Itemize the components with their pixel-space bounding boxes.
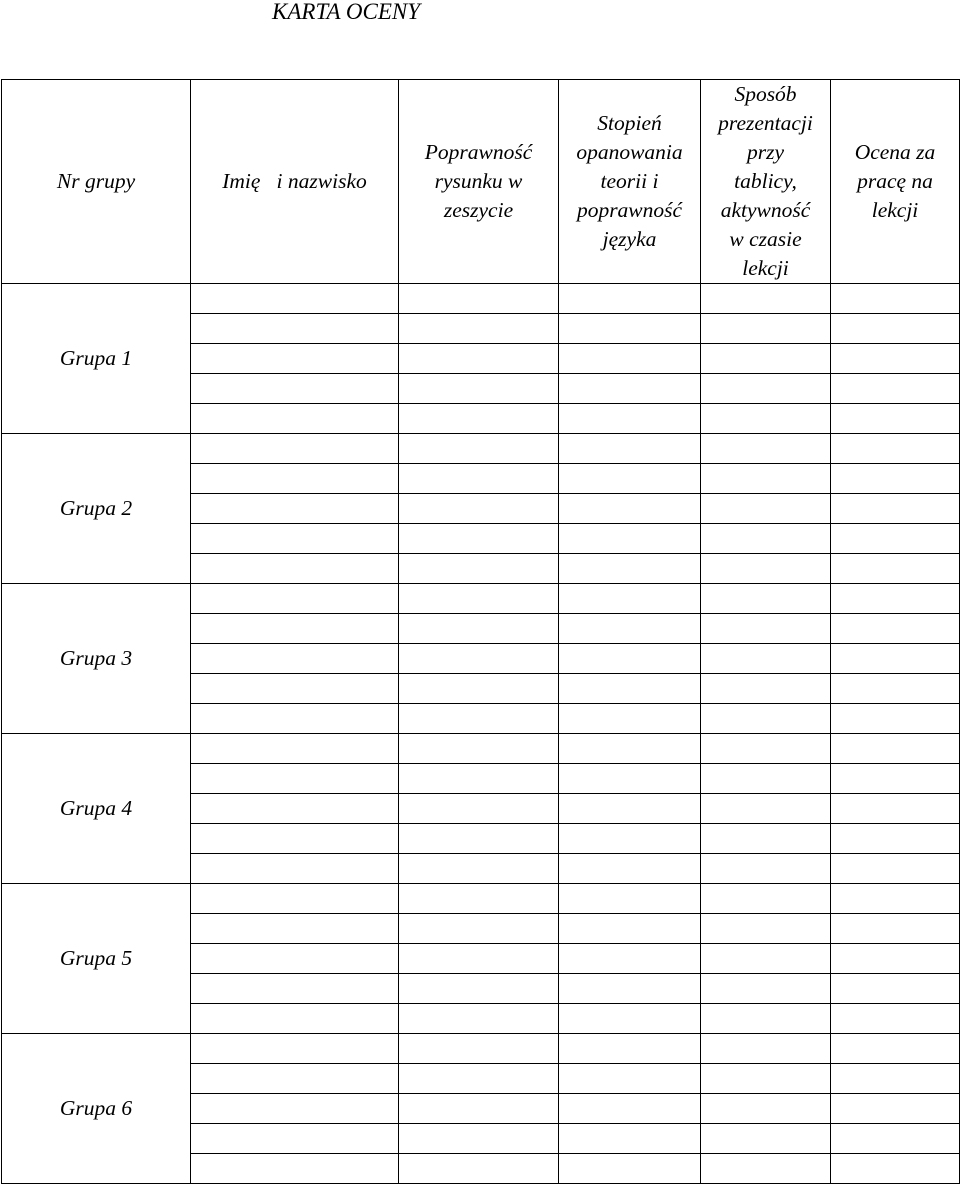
theory-cell[interactable] <box>559 314 701 344</box>
header-grade: Ocena za pracę na lekcji <box>831 80 960 284</box>
grade-cell[interactable] <box>831 884 960 914</box>
grade-cell[interactable] <box>831 1094 960 1124</box>
name-cell[interactable] <box>191 374 399 404</box>
drawing-cell[interactable] <box>399 434 559 464</box>
drawing-cell[interactable] <box>399 824 559 854</box>
grade-cell[interactable] <box>831 1154 960 1184</box>
drawing-cell[interactable] <box>399 1094 559 1124</box>
grade-cell[interactable] <box>831 374 960 404</box>
presentation-cell[interactable] <box>701 1154 831 1184</box>
presentation-cell[interactable] <box>701 434 831 464</box>
name-cell[interactable] <box>191 494 399 524</box>
presentation-cell[interactable] <box>701 494 831 524</box>
theory-cell[interactable] <box>559 374 701 404</box>
drawing-cell[interactable] <box>399 1154 559 1184</box>
theory-cell[interactable] <box>559 884 701 914</box>
name-cell[interactable] <box>191 944 399 974</box>
name-cell[interactable] <box>191 464 399 494</box>
grade-cell[interactable] <box>831 764 960 794</box>
drawing-cell[interactable] <box>399 614 559 644</box>
group-label: Grupa 5 <box>2 884 191 1034</box>
grade-cell[interactable] <box>831 734 960 764</box>
presentation-cell[interactable] <box>701 1064 831 1094</box>
name-cell[interactable] <box>191 1154 399 1184</box>
grade-cell[interactable] <box>831 554 960 584</box>
grade-cell[interactable] <box>831 644 960 674</box>
drawing-cell[interactable] <box>399 914 559 944</box>
drawing-cell[interactable] <box>399 524 559 554</box>
theory-cell[interactable] <box>559 764 701 794</box>
name-cell[interactable] <box>191 584 399 614</box>
drawing-cell[interactable] <box>399 644 559 674</box>
name-cell[interactable] <box>191 704 399 734</box>
grade-table <box>1 79 960 1184</box>
presentation-cell[interactable] <box>701 884 831 914</box>
theory-cell[interactable] <box>559 614 701 644</box>
drawing-cell[interactable] <box>399 794 559 824</box>
presentation-cell[interactable] <box>701 344 831 374</box>
name-cell[interactable] <box>191 1004 399 1034</box>
presentation-cell[interactable] <box>701 944 831 974</box>
name-cell[interactable] <box>191 644 399 674</box>
theory-cell[interactable] <box>559 554 701 584</box>
presentation-cell[interactable] <box>701 704 831 734</box>
name-cell[interactable] <box>191 914 399 944</box>
drawing-cell[interactable] <box>399 284 559 314</box>
presentation-cell[interactable] <box>701 464 831 494</box>
grade-cell[interactable] <box>831 944 960 974</box>
presentation-cell[interactable] <box>701 1124 831 1154</box>
grade-cell[interactable] <box>831 434 960 464</box>
table-body <box>2 284 960 1184</box>
grade-cell[interactable] <box>831 974 960 1004</box>
theory-cell[interactable] <box>559 284 701 314</box>
name-cell[interactable] <box>191 1094 399 1124</box>
theory-cell[interactable] <box>559 734 701 764</box>
grade-cell[interactable] <box>831 494 960 524</box>
presentation-cell[interactable] <box>701 974 831 1004</box>
drawing-cell[interactable] <box>399 854 559 884</box>
grade-cell[interactable] <box>831 1124 960 1154</box>
presentation-cell[interactable] <box>701 524 831 554</box>
theory-cell[interactable] <box>559 1064 701 1094</box>
drawing-cell[interactable] <box>399 404 559 434</box>
presentation-cell[interactable] <box>701 644 831 674</box>
drawing-cell[interactable] <box>399 944 559 974</box>
grade-cell[interactable] <box>831 854 960 884</box>
presentation-cell[interactable] <box>701 584 831 614</box>
group-label: Grupa 2 <box>2 434 191 584</box>
grade-cell[interactable] <box>831 704 960 734</box>
presentation-cell[interactable] <box>701 1094 831 1124</box>
theory-cell[interactable] <box>559 1034 701 1064</box>
presentation-cell[interactable] <box>701 614 831 644</box>
drawing-cell[interactable] <box>399 1064 559 1094</box>
name-cell[interactable] <box>191 614 399 644</box>
name-cell[interactable] <box>191 554 399 584</box>
theory-cell[interactable] <box>559 644 701 674</box>
header-row <box>2 80 960 284</box>
group-label: Grupa 6 <box>2 1034 191 1184</box>
presentation-cell[interactable] <box>701 374 831 404</box>
presentation-cell[interactable] <box>701 1004 831 1034</box>
name-cell[interactable] <box>191 734 399 764</box>
theory-cell[interactable] <box>559 524 701 554</box>
grade-cell[interactable] <box>831 794 960 824</box>
page-title: KARTA OCENY <box>272 0 421 24</box>
presentation-cell[interactable] <box>701 1034 831 1064</box>
drawing-cell[interactable] <box>399 464 559 494</box>
drawing-cell[interactable] <box>399 344 559 374</box>
theory-cell[interactable] <box>559 434 701 464</box>
table-row <box>2 884 960 914</box>
presentation-cell[interactable] <box>701 854 831 884</box>
theory-cell[interactable] <box>559 674 701 704</box>
theory-cell[interactable] <box>559 824 701 854</box>
table-row <box>2 734 960 764</box>
group-label: Grupa 4 <box>2 734 191 884</box>
drawing-cell[interactable] <box>399 374 559 404</box>
table-row <box>2 1034 960 1064</box>
name-cell[interactable] <box>191 794 399 824</box>
table-row <box>2 284 960 314</box>
grade-cell[interactable] <box>831 584 960 614</box>
group-label: Grupa 1 <box>2 284 191 434</box>
grade-cell[interactable] <box>831 344 960 374</box>
group-label: Grupa 3 <box>2 584 191 734</box>
theory-cell[interactable] <box>559 1094 701 1124</box>
name-cell[interactable] <box>191 1034 399 1064</box>
name-cell[interactable] <box>191 884 399 914</box>
header-theory: Stopień opanowania teorii i poprawność języka <box>559 80 701 284</box>
theory-cell[interactable] <box>559 1124 701 1154</box>
drawing-cell[interactable] <box>399 974 559 1004</box>
drawing-cell[interactable] <box>399 884 559 914</box>
theory-cell[interactable] <box>559 494 701 524</box>
grade-cell[interactable] <box>831 314 960 344</box>
drawing-cell[interactable] <box>399 704 559 734</box>
grade-cell[interactable] <box>831 464 960 494</box>
grade-cell[interactable] <box>831 914 960 944</box>
grade-cell[interactable] <box>831 284 960 314</box>
presentation-cell[interactable] <box>701 824 831 854</box>
name-cell[interactable] <box>191 284 399 314</box>
header-drawing: Poprawność rysunku w zeszycie <box>399 80 559 284</box>
grade-cell[interactable] <box>831 1064 960 1094</box>
presentation-cell[interactable] <box>701 554 831 584</box>
drawing-cell[interactable] <box>399 764 559 794</box>
name-cell[interactable] <box>191 764 399 794</box>
drawing-cell[interactable] <box>399 674 559 704</box>
grade-cell[interactable] <box>831 674 960 704</box>
name-cell[interactable] <box>191 434 399 464</box>
drawing-cell[interactable] <box>399 1004 559 1034</box>
name-cell[interactable] <box>191 824 399 854</box>
presentation-cell[interactable] <box>701 914 831 944</box>
drawing-cell[interactable] <box>399 554 559 584</box>
grade-cell[interactable] <box>831 614 960 644</box>
name-cell[interactable] <box>191 314 399 344</box>
presentation-cell[interactable] <box>701 404 831 434</box>
name-cell[interactable] <box>191 674 399 704</box>
theory-cell[interactable] <box>559 944 701 974</box>
drawing-cell[interactable] <box>399 1124 559 1154</box>
drawing-cell[interactable] <box>399 314 559 344</box>
drawing-cell[interactable] <box>399 1034 559 1064</box>
presentation-cell[interactable] <box>701 284 831 314</box>
theory-cell[interactable] <box>559 854 701 884</box>
grade-cell[interactable] <box>831 404 960 434</box>
drawing-cell[interactable] <box>399 494 559 524</box>
table-row <box>2 434 960 464</box>
presentation-cell[interactable] <box>701 674 831 704</box>
name-cell[interactable] <box>191 404 399 434</box>
theory-cell[interactable] <box>559 404 701 434</box>
name-cell[interactable] <box>191 524 399 554</box>
header-presentation: Sposób prezentacji przy tablicy, aktywność w czasie lekcji <box>701 80 831 284</box>
theory-cell[interactable] <box>559 974 701 1004</box>
name-cell[interactable] <box>191 344 399 374</box>
theory-cell[interactable] <box>559 1154 701 1184</box>
name-cell[interactable] <box>191 974 399 1004</box>
name-cell[interactable] <box>191 1064 399 1094</box>
theory-cell[interactable] <box>559 344 701 374</box>
grade-cell[interactable] <box>831 824 960 854</box>
header-group-number: Nr grupy <box>2 80 191 284</box>
name-cell[interactable] <box>191 1124 399 1154</box>
theory-cell[interactable] <box>559 464 701 494</box>
drawing-cell[interactable] <box>399 734 559 764</box>
theory-cell[interactable] <box>559 914 701 944</box>
theory-cell[interactable] <box>559 584 701 614</box>
header-name: Imię i nazwisko <box>191 80 399 284</box>
theory-cell[interactable] <box>559 1004 701 1034</box>
grade-cell[interactable] <box>831 1034 960 1064</box>
theory-cell[interactable] <box>559 794 701 824</box>
grade-cell[interactable] <box>831 524 960 554</box>
theory-cell[interactable] <box>559 704 701 734</box>
presentation-cell[interactable] <box>701 314 831 344</box>
presentation-cell[interactable] <box>701 764 831 794</box>
drawing-cell[interactable] <box>399 584 559 614</box>
table-row <box>2 584 960 614</box>
presentation-cell[interactable] <box>701 734 831 764</box>
grade-cell[interactable] <box>831 1004 960 1034</box>
name-cell[interactable] <box>191 854 399 884</box>
presentation-cell[interactable] <box>701 794 831 824</box>
